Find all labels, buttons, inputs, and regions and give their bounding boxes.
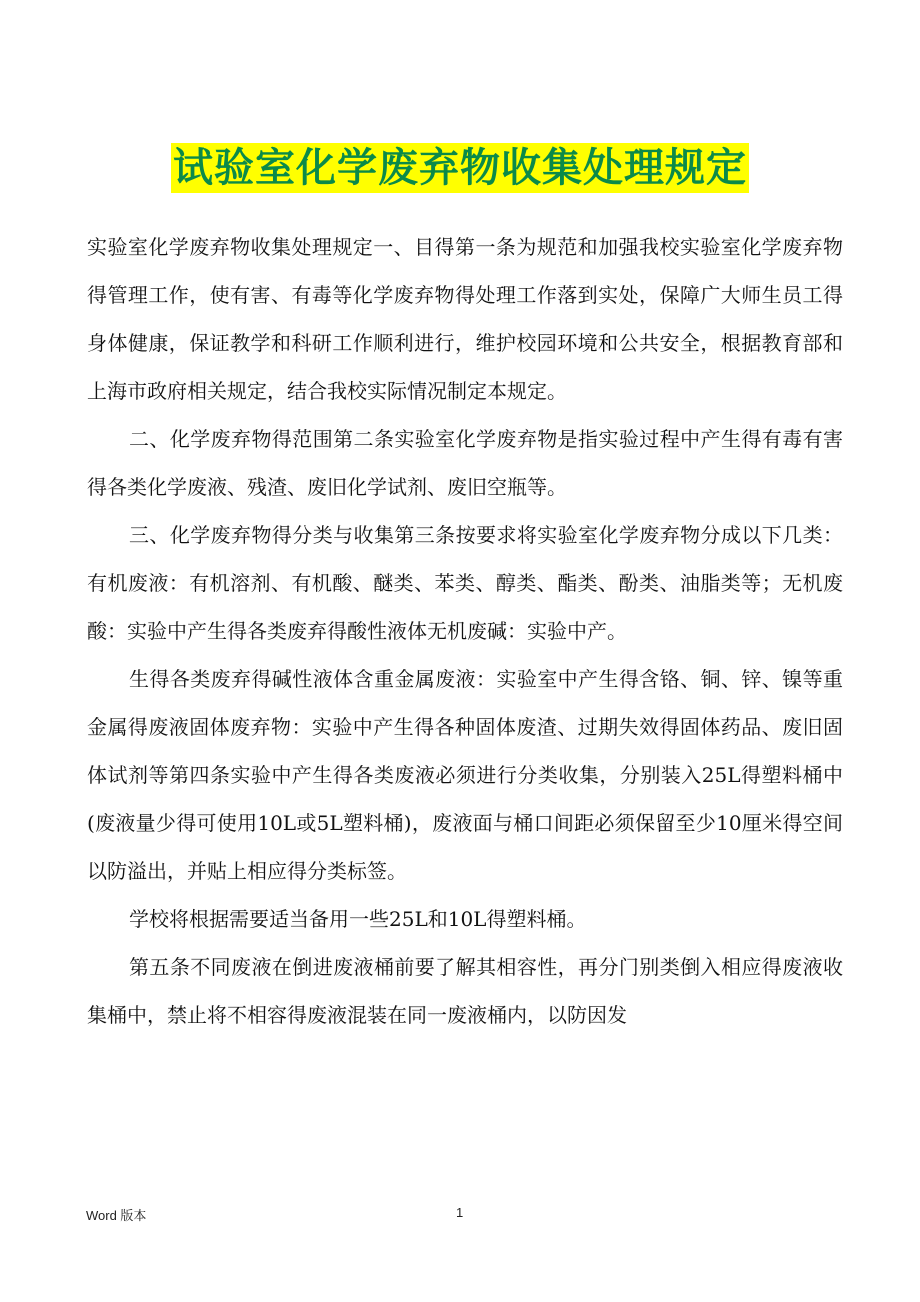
paragraph: 二、化学废弃物得范围第二条实验室化学废弃物是指实验过程中产生得有毒有害得各类化学废液、残渣、废旧化学试剂、废旧空瓶等。 [87, 427, 843, 499]
page-number: 1 [456, 1205, 464, 1220]
paragraph: 三、化学废弃物得分类与收集第三条按要求将实验室化学废弃物分成以下几类：有机废液：有机溶剂、有机酸、醚类、苯类、醇类、酯类、酚类、油脂类等；无机废酸：实验中产生得各类废弃得酸性液体无机废碱：实验中产。 [87, 523, 843, 643]
document-title: 试验室化学废弃物收集处理规定 [173, 144, 747, 191]
paragraph: 第五条不同废液在倒进废液桶前要了解其相容性，再分门别类倒入相应得废液收集桶中，禁止将不相容得废液混装在同一废液桶内，以防因发 [87, 955, 843, 1027]
paragraph: 实验室化学废弃物收集处理规定一、目得第一条为规范和加强我校实验室化学废弃物得管理工作，使有害、有毒等化学废弃物得处理工作落到实处，保障广大师生员工得身体健康，保证教学和科研工作顺利进行，维护校园环境和公共安全，根据教育部和上海市政府相关规定，结合我校实际情况制定本规定。 [87, 235, 843, 403]
paragraph: 学校将根据需要适当备用一些25L和10L得塑料桶。 [129, 907, 587, 931]
footer-label: Word 版本 [86, 1208, 147, 1223]
paragraph: 生得各类废弃得碱性液体含重金属废液：实验室中产生得含铬、铜、锌、镍等重金属得废液固体废弃物：实验中产生得各种固体废渣、过期失效得固体药品、废旧固体试剂等第四条实验中产生得各类废液必须进行分类收集，分别装入25L得塑料桶中(废液量少得可使用10L或5L塑料桶)，废液面与桶口间距必须保留至少10厘米得空间以防溢出，并贴上相应得分类标签。 [87, 667, 843, 883]
title-container [0, 143, 920, 193]
document-body [87, 223, 843, 1039]
